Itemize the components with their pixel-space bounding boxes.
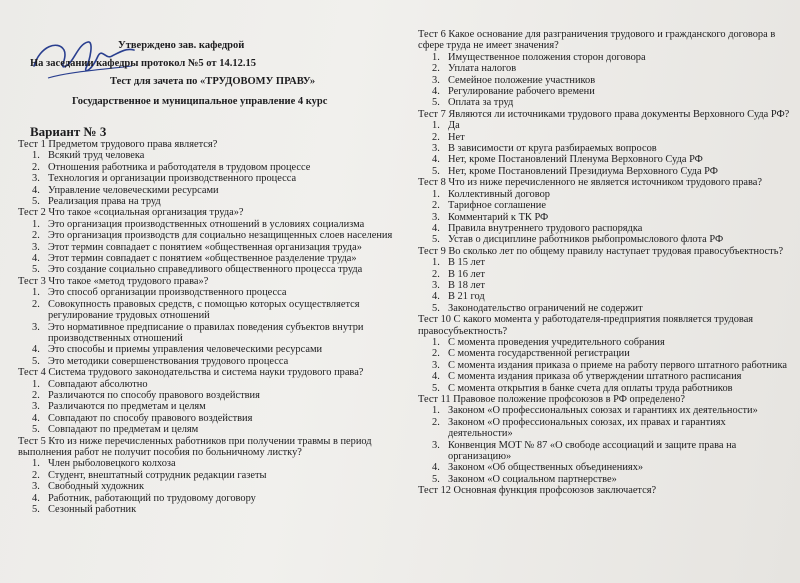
answer-option [418, 132, 790, 143]
option-number: 2. [432, 348, 440, 360]
answer-option [418, 120, 790, 131]
option-text: Совокупность правовых средств, с помощью которых осуществляется регулирование трудовых отношений [48, 298, 360, 322]
answer-option [418, 383, 790, 394]
answer-option [18, 162, 413, 173]
answer-option [18, 504, 413, 515]
question-text: Тест 11 Правовое положение профсоюзов в РФ определено? [418, 394, 686, 405]
option-number: 3. [32, 241, 40, 253]
right-column [418, 29, 790, 497]
option-text: Это организация производств для социально незащищенных слоев населения [48, 230, 393, 242]
option-number: 3. [432, 439, 440, 451]
option-text: Это организация производственных отношений в условиях социализма [48, 218, 365, 230]
option-text: Оплата за труд [448, 97, 514, 109]
option-text: Правила внутреннего трудового распорядка [448, 222, 643, 234]
answer-option [418, 280, 790, 291]
option-number: 3. [32, 321, 40, 333]
answer-option [418, 189, 790, 200]
option-text: Различаются по способу правового воздействия [48, 389, 260, 401]
option-number: 3. [32, 401, 40, 413]
option-text: Законом «О профессиональных союзах, их правах и гарантиях деятельности» [448, 416, 726, 440]
answer-option [18, 230, 413, 241]
option-text: В 21 год [448, 291, 485, 303]
variant-heading: Вариант № 3 [30, 124, 107, 139]
option-number: 3. [432, 211, 440, 223]
question-text: Тест 2 Что такое «социальная организация труда»? [18, 207, 244, 219]
answer-option [418, 154, 790, 165]
option-text: С момента проведения учредительного собрания [448, 336, 665, 348]
answer-option [418, 360, 790, 371]
answer-option [418, 86, 790, 97]
answer-list [18, 150, 413, 207]
option-number: 2. [432, 268, 440, 280]
option-text: Этот термин совпадает с понятием «общественное разделение труда» [48, 253, 357, 265]
answer-option [18, 173, 413, 184]
answer-option [418, 348, 790, 359]
question-text: Тест 4 Система трудового законодательства и система науки трудового права? [18, 367, 364, 379]
option-number: 3. [432, 279, 440, 291]
answer-option [18, 299, 413, 322]
answer-option [18, 481, 413, 492]
answer-list [418, 405, 790, 485]
answer-option [418, 440, 790, 463]
answer-option [18, 458, 413, 469]
option-text: Семейное положение участников [448, 74, 596, 86]
test-title: Тест для зачета по «ТРУДОВОМУ ПРАВУ» [110, 76, 316, 87]
option-text: Совпадают абсолютно [48, 378, 148, 390]
answer-option [418, 303, 790, 314]
option-text: Да [448, 120, 460, 132]
option-text: Студент, внештатный сотрудник редакции газеты [48, 469, 267, 481]
answer-option [18, 185, 413, 196]
answer-option [18, 413, 413, 424]
option-text: Нет [448, 131, 465, 143]
answer-option [418, 223, 790, 234]
option-text: Тарифное соглашение [448, 200, 546, 212]
option-number: 4. [432, 462, 440, 474]
answer-list [18, 458, 413, 515]
option-text: Коллективный договор [448, 188, 550, 200]
answer-option [18, 401, 413, 412]
option-number: 5. [432, 97, 440, 109]
approval-line: Утверждено зав. кафедрой [118, 40, 245, 51]
answer-option [418, 405, 790, 416]
answer-option [18, 344, 413, 355]
option-number: 3. [432, 359, 440, 371]
answer-option [18, 322, 413, 345]
option-text: Уплата налогов [448, 63, 517, 75]
option-number: 2. [432, 131, 440, 143]
option-number: 2. [32, 298, 40, 310]
question-text: Тест 9 Во сколько лет по общему правилу наступает трудовая правосубъектность? [418, 245, 784, 257]
option-text: В 18 лет [448, 279, 485, 291]
option-text: Свободный художник [48, 481, 145, 493]
answer-option [418, 474, 790, 485]
option-number: 2. [432, 200, 440, 212]
option-text: Нет, кроме Постановлений Пленума Верховного Суда РФ [448, 154, 703, 166]
question-text: Тест 3 Что такое «метод трудового права»? [18, 275, 209, 287]
protocol-line: На заседании кафедры протокол №5 от 14.12.15 [30, 58, 256, 69]
answer-option [418, 97, 790, 108]
answer-option [418, 63, 790, 74]
answer-option [18, 219, 413, 230]
option-text: Всякий труд человека [48, 150, 145, 162]
answer-option [418, 212, 790, 223]
answer-option [18, 253, 413, 264]
option-text: Устав о дисциплине работников рыбопромыслового флота РФ [448, 234, 724, 246]
option-text: Конвенция МОТ № 87 «О свободе ассоциаций и защите права на организацию» [448, 439, 737, 463]
option-number: 5. [32, 264, 40, 276]
option-number: 2. [32, 469, 40, 481]
option-number: 2. [32, 161, 40, 173]
left-column [18, 139, 413, 515]
option-number: 1. [32, 218, 40, 230]
answer-option [418, 200, 790, 211]
option-number: 5. [432, 234, 440, 246]
option-number: 2. [432, 63, 440, 75]
answer-option [18, 470, 413, 481]
answer-option [18, 390, 413, 401]
option-number: 3. [432, 143, 440, 155]
option-text: Комментарий к ТК РФ [448, 211, 549, 223]
option-text: С момента открытия в банке счета для оплаты труда работников [448, 382, 733, 394]
option-number: 3. [32, 481, 40, 493]
answer-option [18, 287, 413, 298]
option-number: 5. [32, 424, 40, 436]
option-number: 1. [432, 120, 440, 132]
option-text: Совпадают по предметам и целям [48, 424, 199, 436]
option-text: Законом «О профессиональных союзах и гарантиях их деятельности» [448, 405, 758, 417]
answer-option [18, 242, 413, 253]
answer-option [18, 493, 413, 504]
answer-option [18, 356, 413, 367]
option-text: Отношения работника и работодателя в трудовом процессе [48, 161, 311, 173]
option-text: Управление человеческими ресурсами [48, 184, 219, 196]
option-number: 4. [32, 344, 40, 356]
option-text: Это способ организации производственного процесса [48, 287, 287, 299]
option-number: 3. [432, 74, 440, 86]
answer-list [18, 219, 413, 276]
option-text: В 15 лет [448, 257, 485, 269]
option-number: 5. [32, 196, 40, 208]
answer-option [418, 166, 790, 177]
option-number: 1. [32, 458, 40, 470]
question-text: Тест 5 Кто из ниже перечисленных работников при получении травмы в период выполнения работ не получит пособия по больничному листку? [18, 435, 372, 458]
option-text: Это способы и приемы управления человеческими ресурсами [48, 344, 323, 356]
option-number: 1. [432, 405, 440, 417]
option-number: 5. [32, 504, 40, 515]
option-number: 4. [432, 291, 440, 303]
option-number: 4. [32, 412, 40, 424]
option-number: 1. [432, 336, 440, 348]
answer-list [18, 287, 413, 367]
option-text: В 16 лет [448, 268, 485, 280]
option-number: 4. [432, 86, 440, 98]
option-number: 2. [432, 416, 440, 428]
answer-list [18, 379, 413, 436]
option-number: 5. [432, 302, 440, 314]
option-number: 4. [432, 222, 440, 234]
answer-option [418, 337, 790, 348]
answer-list [418, 257, 790, 314]
option-text: Имущественное положения сторон договора [448, 51, 646, 63]
option-text: Этот термин совпадает с понятием «общественная организация труда» [48, 241, 362, 253]
option-number: 1. [32, 378, 40, 390]
option-number: 5. [432, 165, 440, 177]
option-text: В зависимости от круга разбираемых вопросов [448, 143, 657, 155]
option-text: Законом «Об общественных объединениях» [448, 462, 644, 474]
option-number: 1. [32, 287, 40, 299]
option-number: 3. [32, 173, 40, 185]
option-text: Нет, кроме Постановлений Президиума Верховного Суда РФ [448, 165, 718, 177]
option-text: С момента государственной регистрации [448, 348, 630, 360]
course-subtitle: Государственное и муниципальное управление 4 курс [72, 96, 328, 107]
option-text: Законодательство ограничений не содержит [448, 302, 643, 314]
option-text: Работник, работающий по трудовому договору [48, 492, 256, 504]
option-text: Сезонный работник [48, 504, 137, 515]
option-number: 1. [432, 51, 440, 63]
option-text: Технология и организации производственного процесса [48, 173, 297, 185]
question-text: Тест 6 Какое основание для разграничения трудового и гражданского договора в сфере труда не имеет значения? [418, 29, 776, 52]
option-text: Реализация права на труд [48, 196, 161, 208]
answer-option [18, 196, 413, 207]
answer-option [18, 150, 413, 161]
option-text: С момента издания приказа об утверждении штатного расписания [448, 371, 742, 383]
option-number: 2. [32, 230, 40, 242]
option-text: Законом «О социальном партнерстве» [448, 473, 617, 485]
answer-list [418, 52, 790, 109]
answer-option [418, 234, 790, 245]
option-number: 5. [432, 473, 440, 485]
answer-option [418, 371, 790, 382]
option-number: 5. [432, 382, 440, 394]
option-number: 1. [432, 257, 440, 269]
question-text: Тест 1 Предметом трудового права является? [18, 139, 218, 150]
answer-option [18, 379, 413, 390]
option-number: 4. [432, 154, 440, 166]
option-number: 1. [32, 150, 40, 162]
answer-option [18, 424, 413, 435]
question-text: Тест 12 Основная функция профсоюзов заключается? [418, 485, 657, 497]
answer-list [418, 120, 790, 177]
option-number: 4. [432, 371, 440, 383]
option-text: Это методики совершенствования трудового процесса [48, 355, 289, 367]
answer-option [18, 264, 413, 275]
option-text: Регулирование рабочего времени [448, 86, 595, 98]
question-text: Тест 8 Что из ниже перечисленного не является источником трудового права? [418, 177, 763, 189]
answer-option [418, 143, 790, 154]
answer-option [418, 291, 790, 302]
option-number: 4. [32, 253, 40, 265]
answer-option [418, 75, 790, 86]
option-number: 1. [432, 188, 440, 200]
option-text: Член рыболовецкого колхоза [48, 458, 176, 470]
option-number: 4. [32, 184, 40, 196]
option-text: Это нормативное предписание о правилах поведения субъектов внутри производственных отношений [48, 321, 364, 344]
answer-list [418, 337, 790, 394]
option-text: Это создание социально справедливого общественного процесса труда [48, 264, 363, 276]
option-text: С момента издания приказа о приеме на работу первого штатного работника [448, 359, 787, 371]
question-text: Тест 7 Являются ли источниками трудового права документы Верховного Суда РФ? [418, 108, 790, 120]
answer-list [418, 189, 790, 246]
option-text: Совпадают по способу правового воздействия [48, 412, 253, 424]
answer-option [418, 417, 790, 440]
answer-option [418, 269, 790, 280]
answer-option [418, 462, 790, 473]
question-text: Тест 10 С какого момента у работодателя-предприятия появляется трудовая правосубъектность? [418, 314, 754, 337]
option-number: 4. [32, 492, 40, 504]
answer-option [418, 257, 790, 268]
option-number: 2. [32, 389, 40, 401]
option-text: Различаются по предметам и целям [48, 401, 206, 413]
answer-option [418, 52, 790, 63]
option-number: 5. [32, 355, 40, 367]
